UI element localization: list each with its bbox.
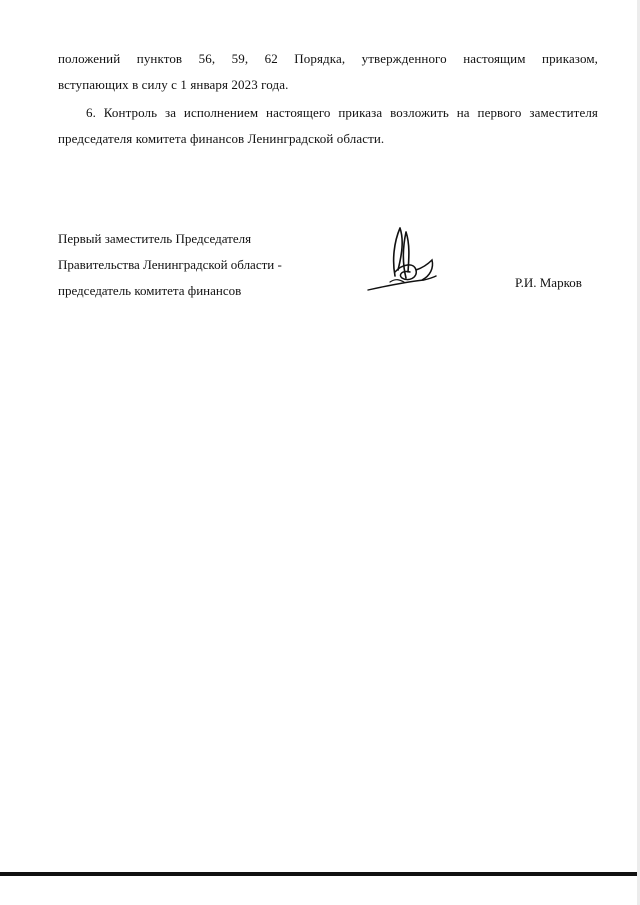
paragraph-continuation-line-2: вступающих в силу с 1 января 2023 года. bbox=[58, 77, 289, 92]
paragraph-6-line-1: 6. Контроль за исполнением настоящего приказа возложить на первого заместителя bbox=[86, 105, 598, 120]
paragraph-6 bbox=[58, 100, 598, 152]
signatory-title-line-3: председатель комитета финансов bbox=[58, 283, 242, 298]
signatory-name: Р.И. Марков bbox=[515, 275, 582, 290]
paragraph-continuation bbox=[58, 46, 598, 98]
paragraph-continuation-line-1: положений пунктов 56, 59, 62 Порядка, утвержденного настоящим приказом, bbox=[58, 51, 598, 66]
bottom-scan-border bbox=[0, 872, 640, 876]
paragraph-6-line-2: председателя комитета финансов Ленинградской области. bbox=[58, 131, 385, 146]
handwritten-signature bbox=[362, 220, 444, 298]
signatory-title bbox=[58, 226, 282, 304]
signatory-title-line-2: Правительства Ленинградской области - bbox=[58, 257, 282, 272]
signatory-title-line-1: Первый заместитель Председателя bbox=[58, 231, 252, 246]
